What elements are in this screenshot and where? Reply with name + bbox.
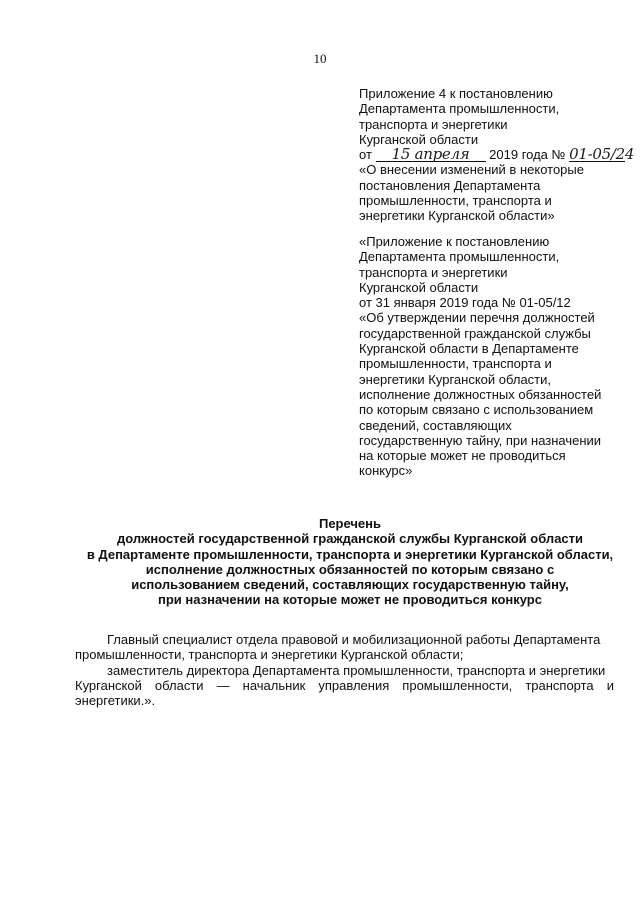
original-line: промышленности, транспорта и	[359, 356, 552, 372]
handwritten-date: 15 апреля	[391, 145, 470, 164]
original-line: государственную тайну, при назначении	[359, 432, 602, 448]
original-line: Курганской области	[359, 279, 479, 295]
appendix-line: транспорта и энергетики	[359, 116, 508, 132]
original-line: государственной гражданской службы	[359, 325, 591, 341]
appendix-line: Курганской области	[359, 131, 479, 147]
list-title-line: при назначении на которые может не проводиться конкурс	[158, 592, 542, 608]
position-2-line-2: Курганской области — начальник управления промышленности, транспорта и	[75, 677, 614, 693]
original-line: исполнение должностных обязанностей	[359, 386, 602, 402]
handwritten-date-blank	[376, 145, 486, 164]
original-line: от 31 января 2019 года № 01-05/12	[359, 295, 571, 311]
list-heading: Перечень	[318, 516, 382, 531]
position-item-2	[75, 663, 614, 709]
date-line	[359, 145, 635, 164]
original-line: «Приложение к постановлению	[359, 234, 550, 249]
subject-line: постановления Департамента	[359, 177, 541, 193]
appendix-4-header	[359, 86, 635, 224]
original-line: «Об утверждении перечня должностей	[359, 310, 595, 326]
position-1-line-2: промышленности, транспорта и энергетики Курганской области;	[75, 647, 464, 663]
position-2-line-3: энергетики.».	[75, 693, 156, 709]
list-title-line: должностей государственной гражданской службы Курганской области	[116, 531, 584, 547]
subject-line: энергетики Курганской области»	[359, 208, 555, 224]
handwritten-number: 01-05/24	[569, 145, 635, 164]
original-line: на которые может не проводиться	[359, 448, 566, 464]
original-line: конкурс»	[359, 463, 413, 479]
position-item-1	[75, 632, 614, 663]
original-line: Курганской области в Департаменте	[359, 341, 579, 357]
appendix-line: Приложение 4 к постановлению	[359, 86, 553, 101]
date-prefix: от	[359, 147, 372, 163]
subject-line: «О внесении изменений в некоторые	[359, 162, 584, 178]
original-appendix-header	[359, 234, 601, 479]
list-title-line: исполнение должностных обязанностей по которым связано с	[145, 561, 555, 577]
position-2-line-1: заместитель директора Департамента промышленности, транспорта и энергетики	[107, 662, 606, 678]
original-line: энергетики Курганской области,	[359, 371, 551, 387]
position-1-line-1: Главный специалист отдела правовой и мобилизационной работы Департамента	[107, 632, 601, 647]
original-line: по которым связано с использованием	[359, 402, 594, 418]
list-title-line: в Департаменте промышленности, транспорта и энергетики Курганской области,	[86, 546, 614, 562]
appendix-line: Департамента промышленности,	[359, 101, 560, 117]
date-suffix: 2019 года №	[489, 147, 566, 163]
original-line: сведений, составляющих	[359, 417, 512, 433]
original-line: транспорта и энергетики	[359, 264, 508, 280]
subject-line: промышленности, транспорта и	[359, 193, 552, 209]
list-title	[80, 516, 620, 608]
page-number: 10	[313, 51, 327, 66]
list-title-line: использованием сведений, составляющих государственную тайну,	[131, 577, 569, 593]
handwritten-number-blank	[569, 145, 635, 164]
original-line: Департамента промышленности,	[359, 249, 560, 265]
positions-list	[75, 632, 614, 709]
